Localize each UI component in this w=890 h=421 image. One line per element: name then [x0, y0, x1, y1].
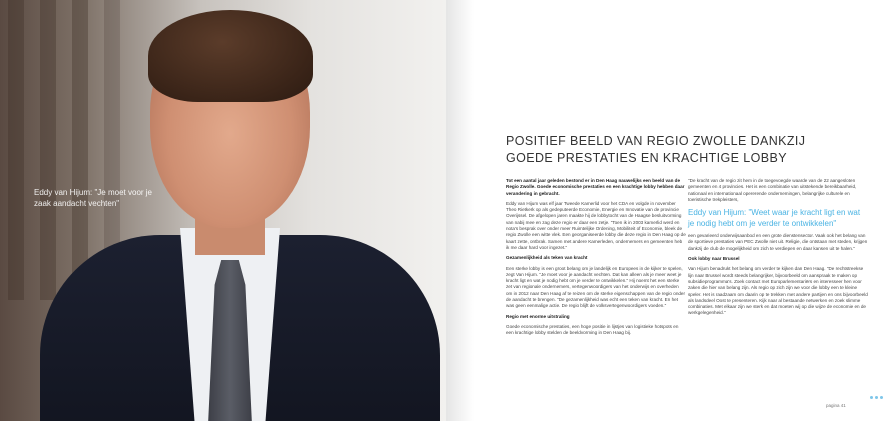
background-building [40, 0, 56, 300]
title-line-1: POSITIEF BEELD VAN REGIO ZWOLLE DANKZIJ [506, 134, 806, 148]
page-fold-shadow [446, 0, 474, 421]
subheading: Regio met enorme uitstraling [506, 313, 570, 319]
text-column-right [688, 178, 868, 321]
body-paragraph: Eddy van Hijum was elf jaar Tweede Kamerlid voor het CDA en volgde in november Theo Rietkerk op als gedeputeerde Economie, Energie en Innovatie van de provincie Overijssel. De afgelopen jaren maakte hij de lobbytocht van de Haagse besluitvorming van nabij mee en zag deze regio er daar een zetje. "Toen ik in 2003 kamerlid werd en nota's besprak over onder meer Ruimtelijke Ordening, Mobiliteit of Economie, bleek de regio Zwolle een witte vlek. Een georganiseerde lobby die deze regio in Den Haag op de kaart zette, ontbrak. Samen met andere Kamerleden, ondernemers en gemeenten heb ik me daar hard voor ingezet." [506, 200, 686, 250]
subheading: Ook lobby naar Brussel [688, 256, 740, 262]
dot-icon [870, 396, 873, 399]
photo-caption: Eddy van Hijum: "Je moet voor je zaak aandacht vechten" [34, 188, 152, 208]
article-page [446, 0, 890, 421]
body-paragraph: Van Hijum benadrukt het belang om verder te kijken dan Den Haag. "De rechtstreekse lijn naar Brussel wordt steeds belangrijker, bijvoorbeeld om aanspraak te maken op subsidieprogramma's. Zoek contact met Europarlementariërs en interesseer hen voor zaken die hier van belang zijn. Als regio op zich zijn we voor die lobby een te kleine speler. Het is raadzaam om daarin op te trekken met andere partijen en ons bijvoorbeeld als landsdeel Oost te presenteren. Kijk naar al bestaande netwerken en zoek slimme combinaties. Met elkaar zijn we sterk en dat moeten wij op die wijze de economie en de werkgelegenheid." [688, 266, 868, 316]
lead-paragraph: Tot een aantal jaar geleden bestond er in Den Haag nauwelijks een beeld van de Regio Zwolle. Goede economische prestaties en een krachtige lobby hebben daar verandering in gebracht. [506, 178, 685, 196]
dot-icon [875, 396, 878, 399]
body-paragraph: Goede economische prestaties, een hoge positie in lijstjes van logistieke hotspots en een krachtige lobby stelden de beeldvorming in Den Haag bij. [506, 323, 679, 336]
body-paragraph: "De kracht van de regio zit hem in de toegevoegde waarde van de 22 aangesloten gemeenten en 4 provincies. Het is een combinatie van uitstekende bereikbaarheid, nationaal en internationaal opererende ondernemingen, belangrijke culturele en toeristische trekpleisters, [688, 178, 857, 202]
dot-icon [880, 396, 883, 399]
subheading: Gezamenlijkheid als teken van kracht [506, 255, 588, 261]
page-number: pagina 41 [826, 403, 846, 408]
background-building [8, 0, 24, 300]
article-title [506, 133, 876, 167]
pull-quote: Eddy van Hijum: "Weet waar je kracht ligt en wat je nodig hebt om je verder te ontwikkelen" [688, 208, 861, 229]
background-building [72, 0, 88, 300]
hair [148, 10, 313, 102]
body-paragraph: Een sterke lobby is een groot belang om je landelijk en Europees in de kijker te spelen, zegt Van Hijum. "Je moet voor je aandacht vechten. Dat kan alleen als je meer weet je kracht ligt en wat je nodig hebt om je verder te ontwikkelen." Hij noemt het een sterke zet van regionale ondernemers, vertegenwoordigers van het onderwijs en overheden om in 2012 naar Den Haag af te reizen om de sterke eigenschappen van de regio onder de aandacht te brengen. "De gezamenlijkheid was echt een teken van kracht. En het was geen eenmalige actie. De regio blijft de volksvertegenwoordigers voeden." [506, 265, 686, 309]
text-column-left [506, 178, 686, 341]
body-paragraph: een gevarieerd onderwijsaanbod en een grote dienstensector. Vaak ook het belang van de sportieve prestaties van PEC Zwolle niet uit. Religie, die ontstaan met steden, krijgen dankzij de club de mogelijkheid om zich te verdiepen en daar kansen uit te halen." [688, 233, 868, 251]
title-line-2: GOEDE PRESTATIES EN KRACHTIGE LOBBY [506, 151, 787, 165]
